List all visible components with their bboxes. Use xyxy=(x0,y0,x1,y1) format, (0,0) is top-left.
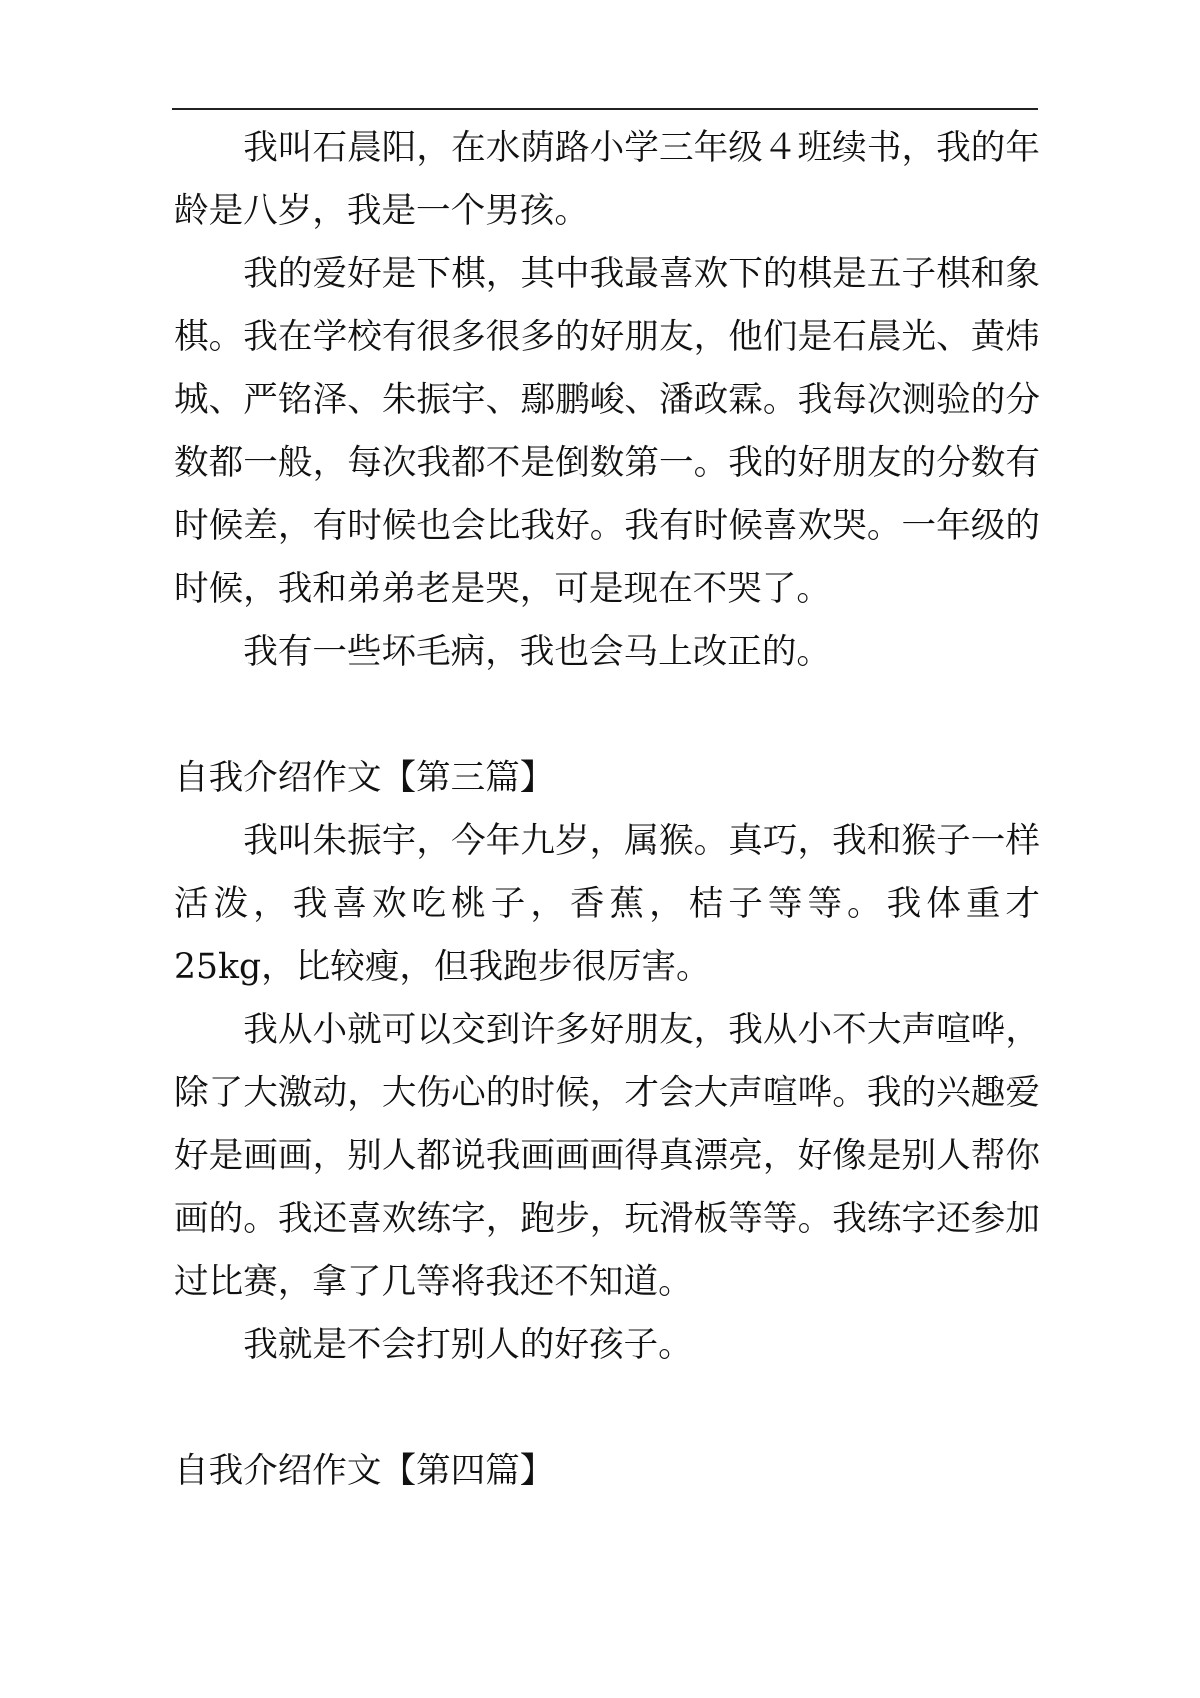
section-heading: 自我介绍作文【第三篇】 xyxy=(174,758,555,798)
paragraph: 我有一些坏毛病，我也会马上改正的。 xyxy=(243,632,832,672)
document-body xyxy=(174,117,1040,1503)
paragraph: 我叫朱振宇，今年九岁，属猴。真巧，我和猴子一样活泼，我喜欢吃桃子，香蕉，桔子等等。我体重才25kg，比较瘦，但我跑步很厉害。 xyxy=(174,821,1040,987)
paragraph: 我就是不会打别人的好孩子。 xyxy=(243,1325,693,1365)
paragraph: 我从小就可以交到许多好朋友，我从小不大声喧哗，除了大激动，大伤心的时候，才会大声喧哗。我的兴趣爱好是画画，别人都说我画画画得真漂亮，好像是别人帮你画的。我还喜欢练字，跑步，玩滑板等等。我练字还参加过比赛，拿了几等将我还不知道。 xyxy=(174,1010,1040,1302)
header-rule xyxy=(172,108,1038,110)
paragraph: 我叫石晨阳，在水荫路小学三年级４班续书，我的年龄是八岁，我是一个男孩。 xyxy=(174,128,1040,231)
paragraph: 我的爱好是下棋，其中我最喜欢下的棋是五子棋和象棋。我在学校有很多很多的好朋友，他们是石晨光、黄炜城、严铭泽、朱振宇、鄢鹏峻、潘政霖。我每次测验的分数都一般，每次我都不是倒数第一。我的好朋友的分数有时候差，有时候也会比我好。我有时候喜欢哭。一年级的时候，我和弟弟老是哭，可是现在不哭了。 xyxy=(174,254,1040,609)
section-heading: 自我介绍作文【第四篇】 xyxy=(174,1451,555,1491)
